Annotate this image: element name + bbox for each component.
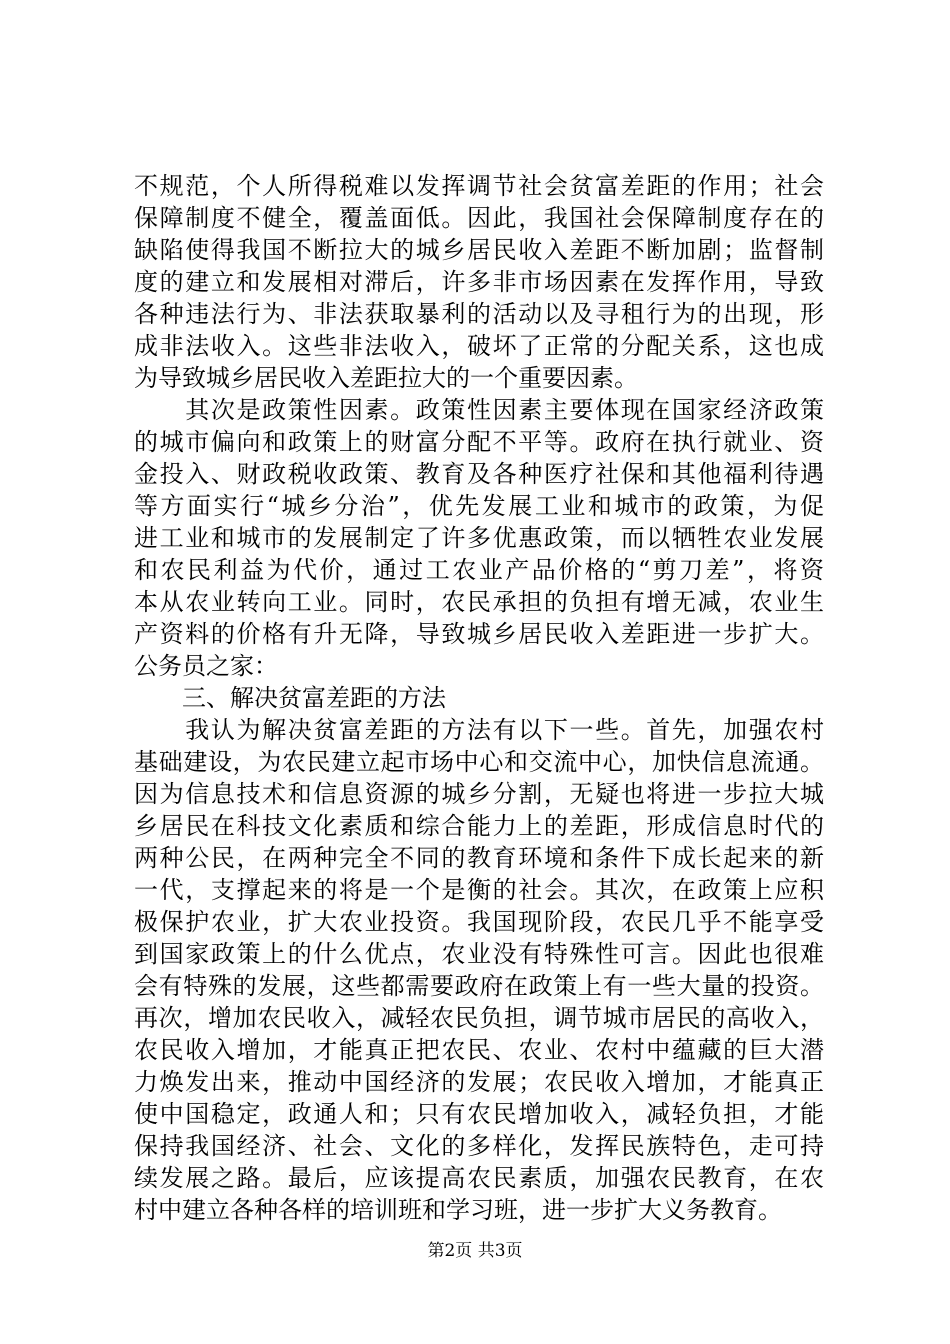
text-line: 公务员之家： (134, 652, 278, 680)
text-line: 为导致城乡居民收入差距拉大的一个重要因素。 (134, 364, 638, 392)
text-line: 进工业和城市的发展制定了许多优惠政策，而以牺牲农业发展 (134, 524, 824, 552)
page-footer: 第2页 共3页 (427, 1241, 523, 1261)
text-line: 基础建设，为农民建立起市场中心和交流中心，加快信息流通。 (134, 748, 824, 776)
text-line: 再次，增加农民收入，减轻农民负担，调节城市居民的高收入， (134, 1004, 824, 1032)
text-line: 我认为解决贫富差距的方法有以下一些。首先，加强农村 (134, 716, 824, 744)
text-line: 极保护农业，扩大农业投资。我国现阶段，农民几乎不能享受 (134, 908, 824, 936)
text-line: 乡居民在科技文化素质和综合能力上的差距，形成信息时代的 (134, 812, 824, 840)
text-line: 一代，支撑起来的将是一个是衡的社会。其次，在政策上应积 (134, 876, 824, 904)
text-line: 保持我国经济、社会、文化的多样化，发挥民族特色，走可持 (134, 1132, 824, 1160)
text-line: 到国家政策上的什么优点，农业没有特殊性可言。因此也很难 (134, 940, 824, 968)
text-line: 金投入、财政税收政策、教育及各种医疗社保和其他福利待遇 (134, 460, 824, 488)
text-line: 度的建立和发展相对滞后，许多非市场因素在发挥作用，导致 (134, 268, 824, 296)
text-line: 其次是政策性因素。政策性因素主要体现在国家经济政策 (134, 396, 824, 424)
text-line: 三、解决贫富差距的方法 (134, 684, 446, 712)
text-line: 因为信息技术和信息资源的城乡分割，无疑也将进一步拉大城 (134, 780, 824, 808)
text-line: 缺陷使得我国不断拉大的城乡居民收入差距不断加剧；监督制 (134, 236, 824, 264)
text-line: 成非法收入。这些非法收入，破坏了正常的分配关系，这也成 (134, 332, 824, 360)
text-line: 各种违法行为、非法获取暴利的活动以及寻租行为的出现，形 (134, 300, 824, 328)
text-line: 农民收入增加，才能真正把农民、农业、农村中蕴藏的巨大潜 (134, 1036, 824, 1064)
text-line: 力焕发出来，推动中国经济的发展；农民收入增加，才能真正 (134, 1068, 824, 1096)
text-line: 不规范，个人所得税难以发挥调节社会贫富差距的作用；社会 (134, 172, 824, 200)
text-line: 的城市偏向和政策上的财富分配不平等。政府在执行就业、资 (134, 428, 824, 456)
text-line: 保障制度不健全，覆盖面低。因此，我国社会保障制度存在的 (134, 204, 824, 232)
text-line: 两种公民，在两种完全不同的教育环境和条件下成长起来的新 (134, 844, 824, 872)
text-line: 续发展之路。最后，应该提高农民素质，加强农民教育，在农 (134, 1164, 824, 1192)
text-line: 会有特殊的发展，这些都需要政府在政策上有一些大量的投资。 (134, 972, 824, 1000)
text-line: 本从农业转向工业。同时，农民承担的负担有增无减，农业生 (134, 588, 824, 616)
text-line: 使中国稳定，政通人和；只有农民增加收入，减轻负担，才能 (134, 1100, 824, 1128)
text-line: 村中建立各种各样的培训班和学习班，进一步扩大义务教育。 (134, 1196, 782, 1224)
text-line: 和农民利益为代价，通过工农业产品价格的“剪刀差”，将资 (134, 556, 824, 584)
text-line: 产资料的价格有升无降，导致城乡居民收入差距进一步扩大。 (134, 620, 824, 648)
text-line: 等方面实行“城乡分治”，优先发展工业和城市的政策，为促 (134, 492, 824, 520)
body-text (134, 170, 824, 1226)
